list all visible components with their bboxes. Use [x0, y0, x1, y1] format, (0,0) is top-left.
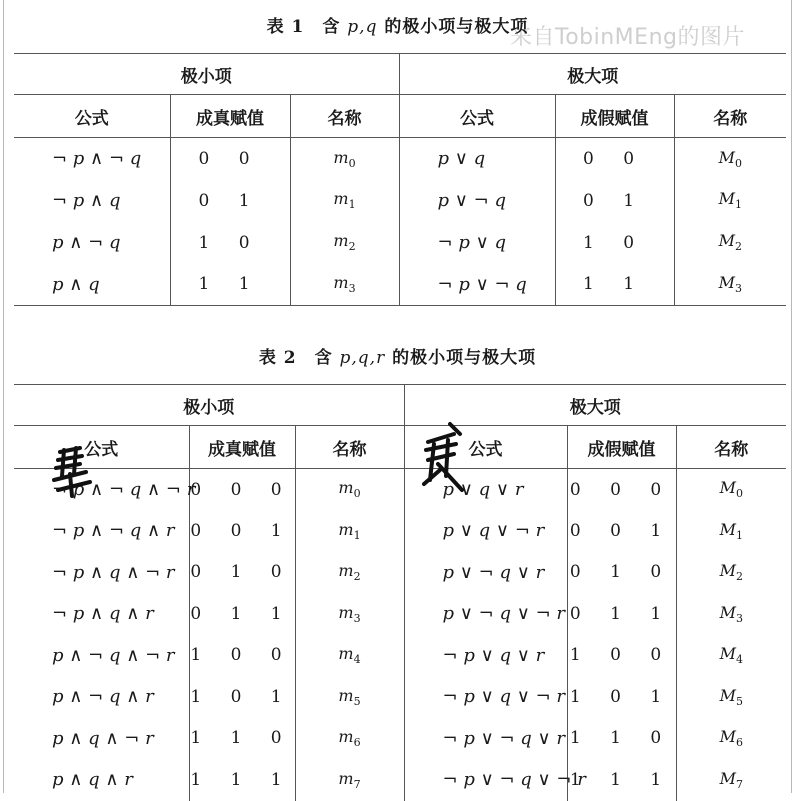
table2-caption-vars: p,q,r [339, 348, 386, 368]
cell-min-formula-text: ¬ p ∧ q [52, 190, 121, 211]
cell-min-formula [14, 635, 189, 677]
cell-min-name [295, 593, 404, 635]
cell-false-value-text: 0 0 0 [569, 479, 674, 500]
cell-max-name-text: M [718, 189, 735, 209]
table2-header-min-formula: 公式 [14, 426, 189, 469]
cell-max-formula-text: p ∨ ¬ q [437, 190, 506, 211]
cell-false-value [567, 635, 676, 677]
cell-min-formula [14, 222, 170, 264]
cell-max-name-index: 2 [734, 240, 742, 254]
cell-false-value-text: 0 1 1 [569, 603, 674, 624]
cell-max-name [676, 593, 786, 635]
cell-max-formula [404, 718, 567, 760]
table1-header-true-value: 成真赋值 [170, 95, 290, 138]
table-row [14, 635, 786, 677]
cell-max-name-text: M [719, 685, 736, 705]
cell-true-value [170, 180, 290, 222]
cell-false-value-text: 0 0 [583, 148, 647, 169]
table-row [14, 552, 786, 594]
table1-header-false-value: 成假赋值 [555, 95, 674, 138]
cell-false-value-text: 1 0 [583, 232, 647, 253]
table-row [14, 593, 786, 635]
cell-min-formula [14, 676, 189, 718]
cell-min-formula-text: ¬ p ∧ q ∧ ¬ r [52, 561, 175, 583]
cell-false-value-text: 1 1 0 [569, 728, 674, 749]
cell-min-formula [14, 138, 170, 180]
cell-min-name [295, 510, 404, 552]
cell-min-formula-text: p ∧ q [52, 273, 100, 295]
cell-max-formula-text: p ∨ ¬ q ∨ r [442, 561, 545, 583]
cell-min-formula [14, 552, 189, 594]
cell-max-name-index: 0 [735, 487, 743, 501]
table2-group-row [14, 385, 786, 426]
cell-true-value [189, 718, 295, 760]
watermark-text: 来自TobinMEng的图片 [510, 25, 745, 50]
cell-min-name-text: m [333, 189, 349, 209]
cell-max-name-index: 0 [734, 156, 742, 170]
cell-min-name-text: m [338, 602, 354, 622]
cell-min-name-text: m [333, 147, 349, 167]
cell-true-value [170, 222, 290, 264]
cell-min-formula-text: p ∧ ¬ q [52, 232, 121, 253]
cell-true-value-text: 0 1 1 [190, 603, 294, 624]
cell-max-name [674, 138, 786, 180]
table2-caption [0, 343, 795, 368]
cell-max-name [674, 264, 786, 306]
cell-false-value-text: 1 0 1 [569, 686, 674, 707]
table2-header-false-value: 成假赋值 [567, 426, 676, 469]
cell-min-name-text: m [338, 727, 354, 747]
cell-max-name-text: M [718, 231, 735, 251]
table2-body [14, 469, 786, 801]
cell-false-value-text: 0 0 1 [569, 520, 674, 541]
cell-true-value-text: 0 1 [198, 190, 262, 211]
cell-max-name-index: 3 [734, 282, 742, 296]
cell-false-value [567, 552, 676, 594]
cell-false-value-text: 0 1 [583, 190, 647, 211]
cell-min-name-index: 1 [353, 528, 361, 542]
table-row [14, 469, 786, 511]
table1-header-min-formula: 公式 [14, 95, 170, 138]
cell-max-formula-text: p ∨ q ∨ r [442, 479, 524, 500]
cell-false-value [567, 593, 676, 635]
table2-group-max: 极大项 [404, 385, 786, 426]
cell-max-name-text: M [719, 561, 736, 581]
cell-min-name [295, 759, 404, 801]
cell-min-formula-text: p ∧ q ∧ r [52, 769, 133, 791]
cell-max-formula [404, 676, 567, 718]
table1-group-min: 极小项 [14, 54, 399, 95]
cell-min-formula-text: p ∧ ¬ q ∧ r [52, 686, 154, 708]
cell-true-value-text: 1 1 0 [190, 728, 294, 749]
cell-false-value [555, 222, 674, 264]
cell-max-name-index: 4 [735, 653, 743, 667]
cell-max-name-index: 2 [735, 570, 743, 584]
cell-true-value [189, 759, 295, 801]
table1 [14, 53, 786, 306]
cell-false-value-text: 1 0 0 [569, 645, 674, 666]
cell-max-name-text: M [719, 602, 736, 622]
table1-caption-prefix: 含 [322, 17, 341, 37]
cell-min-formula [14, 180, 170, 222]
cell-max-formula [404, 635, 567, 677]
cell-max-name [676, 676, 786, 718]
cell-false-value-text: 1 1 [583, 274, 647, 295]
cell-max-name-index: 1 [734, 198, 742, 212]
cell-max-formula-text: p ∨ ¬ q ∨ ¬ r [442, 603, 566, 625]
cell-max-formula-text: ¬ p ∨ ¬ q ∨ ¬ r [442, 769, 586, 791]
table-row [14, 180, 786, 222]
cell-true-value-text: 0 0 1 [190, 520, 294, 541]
table-row [14, 222, 786, 264]
table-row [14, 718, 786, 760]
cell-min-formula [14, 469, 196, 511]
cell-min-name-index: 3 [353, 611, 361, 625]
cell-false-value [567, 676, 676, 718]
cell-false-value [567, 759, 676, 801]
table1-group-max: 极大项 [399, 54, 786, 95]
cell-true-value [189, 510, 295, 552]
cell-max-name-text: M [719, 768, 736, 788]
cell-min-formula-text: ¬ p ∧ ¬ q ∧ r [52, 520, 175, 542]
cell-max-name-text: M [719, 519, 736, 539]
cell-max-formula-text: ¬ p ∨ q [437, 232, 506, 253]
cell-max-name-text: M [719, 727, 736, 747]
cell-max-name-text: M [718, 147, 735, 167]
table1-header-row [14, 95, 786, 138]
table-row [14, 138, 786, 180]
table-row [14, 510, 786, 552]
cell-min-formula-text: ¬ p ∧ ¬ q ∧ ¬ r [52, 479, 196, 500]
table1-caption [0, 12, 795, 37]
cell-max-name [674, 222, 786, 264]
cell-min-name [290, 138, 399, 180]
cell-min-formula-text: ¬ p ∧ q ∧ r [52, 603, 154, 625]
cell-max-formula [404, 593, 567, 635]
cell-false-value [555, 180, 674, 222]
table2-caption-suffix: 的极小项与极大项 [392, 348, 537, 368]
cell-false-value-text: 0 1 0 [569, 562, 674, 583]
cell-false-value [555, 264, 674, 306]
cell-max-name [676, 469, 786, 511]
cell-max-formula [399, 264, 555, 306]
cell-true-value-text: 0 0 0 [190, 479, 294, 500]
cell-false-value-text: 1 1 1 [569, 769, 674, 790]
cell-true-value [189, 676, 295, 718]
cell-min-name-index: 1 [348, 198, 356, 212]
table2-header-max-formula: 公式 [404, 426, 567, 469]
cell-min-name-text: m [338, 478, 354, 498]
cell-min-name [295, 718, 404, 760]
cell-max-formula [399, 222, 555, 264]
cell-max-formula-text: ¬ p ∨ q ∨ ¬ r [442, 686, 566, 708]
cell-false-value [567, 718, 676, 760]
cell-true-value-text: 1 1 1 [190, 769, 294, 790]
cell-min-formula [14, 759, 189, 801]
cell-false-value [567, 469, 676, 511]
cell-max-formula [404, 759, 586, 801]
cell-true-value [189, 469, 295, 511]
table1-header-min-name: 名称 [290, 95, 399, 138]
cell-max-formula-text: p ∨ q ∨ ¬ r [442, 520, 545, 542]
table1-header-max-name: 名称 [674, 95, 786, 138]
cell-min-name [290, 222, 399, 264]
cell-min-formula [14, 718, 189, 760]
cell-min-name [295, 552, 404, 594]
table1-caption-number: 表 1 [266, 17, 305, 37]
cell-min-name [290, 264, 399, 306]
cell-min-formula [14, 510, 189, 552]
table1-caption-vars: p,q [347, 17, 378, 37]
cell-min-name-index: 2 [348, 240, 356, 254]
cell-max-name [676, 635, 786, 677]
cell-true-value-text: 1 1 [198, 274, 262, 295]
table-row [14, 676, 786, 718]
cell-min-name-index: 5 [353, 694, 361, 708]
cell-max-name-index: 1 [735, 528, 743, 542]
cell-min-name-index: 0 [348, 156, 356, 170]
cell-max-formula-text: ¬ p ∨ ¬ q ∨ r [442, 727, 566, 749]
table2-header-true-value: 成真赋值 [189, 426, 295, 469]
table2-caption-prefix: 含 [314, 348, 333, 368]
cell-min-name-index: 3 [348, 282, 356, 296]
table1-group-row [14, 54, 786, 95]
cell-min-formula-text: p ∧ q ∧ ¬ r [52, 727, 154, 749]
cell-min-formula-text: p ∧ ¬ q ∧ ¬ r [52, 644, 175, 666]
cell-false-value [567, 510, 676, 552]
cell-false-value [555, 138, 674, 180]
cell-true-value-text: 0 0 [198, 148, 262, 169]
cell-max-name-text: M [718, 273, 735, 293]
cell-max-name-index: 6 [735, 736, 743, 750]
table2 [14, 384, 786, 801]
cell-true-value-text: 1 0 0 [190, 645, 294, 666]
cell-min-name [290, 180, 399, 222]
cell-min-name-text: m [338, 685, 354, 705]
table-row [14, 759, 786, 801]
cell-min-name-index: 6 [353, 736, 361, 750]
cell-max-formula-text: ¬ p ∨ ¬ q [437, 273, 527, 295]
cell-max-name [674, 180, 786, 222]
table2-group-min: 极小项 [14, 385, 404, 426]
cell-true-value-text: 0 1 0 [190, 562, 294, 583]
cell-max-name-index: 5 [735, 694, 743, 708]
cell-min-formula-text: ¬ p ∧ ¬ q [52, 148, 142, 170]
cell-max-formula-text: p ∨ q [437, 148, 486, 170]
cell-min-name-index: 7 [353, 777, 361, 791]
table2-caption-number: 表 2 [258, 348, 297, 368]
cell-min-name [295, 469, 404, 511]
cell-max-name [676, 510, 786, 552]
cell-true-value [189, 593, 295, 635]
cell-min-name-text: m [333, 273, 349, 293]
table1-caption-suffix: 的极小项与极大项 [384, 17, 529, 37]
cell-min-name [295, 635, 404, 677]
cell-max-name [676, 718, 786, 760]
cell-min-name [295, 676, 404, 718]
cell-max-name-text: M [719, 478, 736, 498]
table2-header-row [14, 426, 786, 469]
cell-max-formula [404, 469, 567, 511]
cell-max-name-index: 7 [735, 777, 743, 791]
cell-min-name-text: m [338, 519, 354, 539]
cell-true-value-text: 1 0 [198, 232, 262, 253]
cell-min-formula [14, 593, 189, 635]
cell-true-value [170, 264, 290, 306]
cell-min-name-text: m [333, 231, 349, 251]
cell-max-formula [404, 510, 567, 552]
cell-max-formula [399, 138, 555, 180]
cell-min-name-text: m [338, 561, 354, 581]
table1-header-max-formula: 公式 [399, 95, 555, 138]
cell-true-value-text: 1 0 1 [190, 686, 294, 707]
cell-min-name-text: m [338, 644, 354, 664]
cell-max-name [676, 552, 786, 594]
cell-true-value [189, 552, 295, 594]
cell-min-name-text: m [338, 768, 354, 788]
cell-max-name-index: 3 [735, 611, 743, 625]
cell-min-name-index: 4 [353, 653, 361, 667]
cell-true-value [189, 635, 295, 677]
table-row [14, 264, 786, 306]
cell-max-formula [399, 180, 555, 222]
table2-header-min-name: 名称 [295, 426, 404, 469]
cell-max-name [676, 759, 786, 801]
cell-max-name-text: M [719, 644, 736, 664]
table1-body [14, 138, 786, 306]
table2-header-max-name: 名称 [676, 426, 786, 469]
cell-min-name-index: 0 [353, 487, 361, 501]
cell-max-formula-text: ¬ p ∨ q ∨ r [442, 644, 545, 666]
cell-min-formula [14, 264, 170, 306]
cell-max-formula [404, 552, 567, 594]
cell-true-value [170, 138, 290, 180]
cell-min-name-index: 2 [353, 570, 361, 584]
